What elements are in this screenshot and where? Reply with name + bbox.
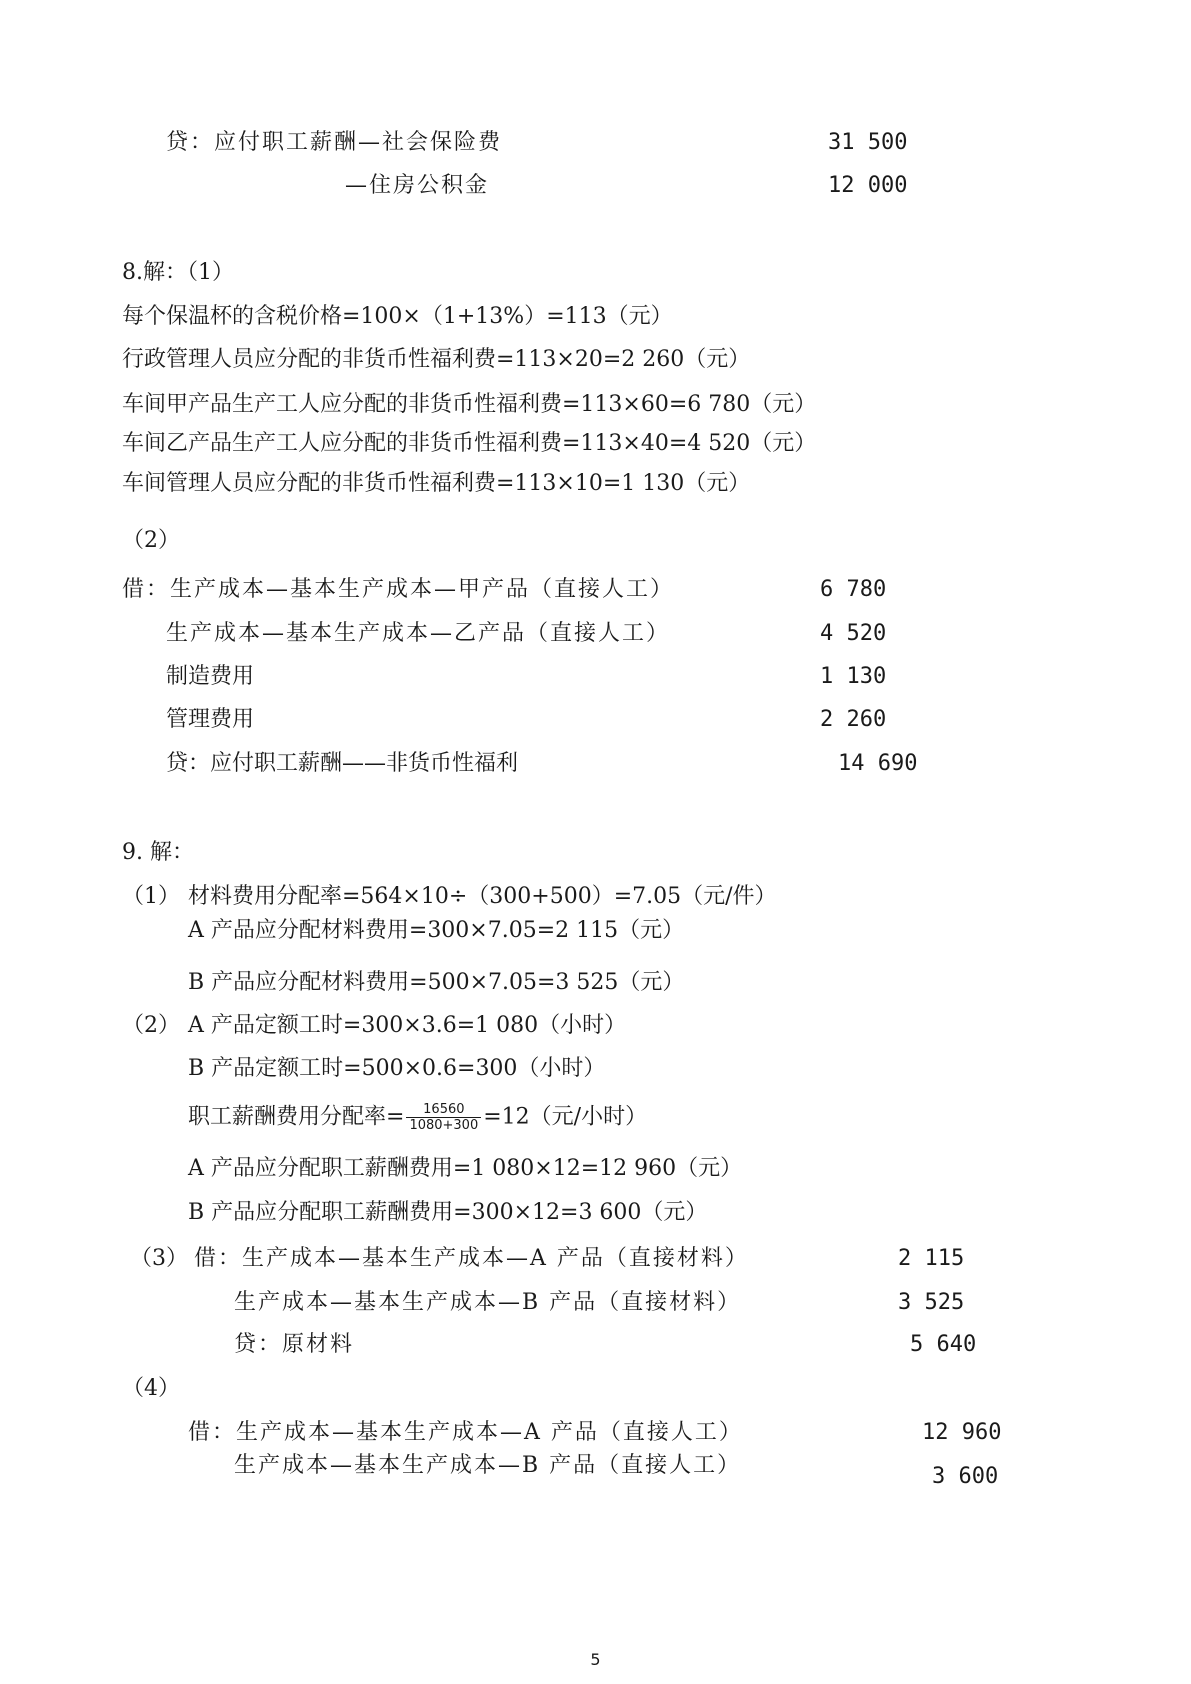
q8-entry-amount: 14 690 — [838, 751, 918, 776]
q9-part1-line: A 产品应分配材料费用=300×7.05=2 115（元） — [188, 918, 685, 943]
q9-part1-line: B 产品应分配材料费用=500×7.05=3 525（元） — [188, 970, 685, 995]
q8-entry-amount: 6 780 — [820, 577, 887, 602]
q9-part2-label: （2） — [122, 1013, 180, 1038]
q8-entry-debit: 生产成本—基本生产成本—乙产品（直接人工） — [166, 621, 671, 646]
rate-denominator: 1080+300 — [409, 1118, 479, 1133]
q8-calc-line: 行政管理人员应分配的非货币性福利费=113×20=2 260（元） — [122, 347, 751, 372]
q8-entry-debit: 借：生产成本—基本生产成本—甲产品（直接人工） — [122, 577, 675, 602]
q9-p4-entry-amount: 3 600 — [932, 1464, 999, 1489]
q9-p4-entry-amount: 12 960 — [922, 1420, 1002, 1445]
q9-p4-entry-debit: 生产成本—基本生产成本—B 产品（直接人工） — [234, 1453, 742, 1478]
q8-entry-credit: 贷：应付职工薪酬——非货币性福利 — [166, 751, 519, 776]
q9-part2-line: A 产品应分配职工薪酬费用=1 080×12=12 960（元） — [188, 1156, 743, 1181]
q9-p3-entry-amount: 5 640 — [910, 1332, 977, 1357]
q9-part1-line: 材料费用分配率=564×10÷（300+500）=7.05（元/件） — [188, 884, 777, 909]
q9-p4-entry-debit: 借：生产成本—基本生产成本—A 产品（直接人工） — [188, 1420, 743, 1445]
q9-p3-entry-amount: 3 525 — [898, 1290, 965, 1315]
q8-calc-line: 车间乙产品生产工人应分配的非货币性福利费=113×40=4 520（元） — [122, 431, 817, 456]
page-number: 5 — [590, 1650, 601, 1669]
q8-entry-amount: 1 130 — [820, 664, 887, 689]
q8-calc-line: 车间管理人员应分配的非货币性福利费=113×10=1 130（元） — [122, 471, 751, 496]
q9-p3-entry-debit: 借：生产成本—基本生产成本—A 产品（直接材料） — [194, 1246, 749, 1271]
top-entry-amount-social-insurance: 31 500 — [828, 130, 908, 155]
top-entry-amount-housing-fund: 12 000 — [828, 173, 908, 198]
q9-part4-label: （4） — [122, 1376, 180, 1401]
q8-entry-debit: 管理费用 — [166, 707, 255, 732]
q8-heading: 8.解：（1） — [122, 260, 234, 285]
top-entry-housing-fund: —住房公积金 — [345, 173, 490, 198]
q8-calc-line: 车间甲产品生产工人应分配的非货币性福利费=113×60=6 780（元） — [122, 392, 817, 417]
q8-entry-amount: 2 260 — [820, 707, 887, 732]
rate-prefix: 职工薪酬费用分配率= — [188, 1104, 405, 1130]
q9-p3-entry-amount: 2 115 — [898, 1246, 965, 1271]
rate-numerator: 16560 — [406, 1102, 481, 1118]
q9-p3-entry-debit: 生产成本—基本生产成本—B 产品（直接材料） — [234, 1290, 742, 1315]
q8-calc-line: 每个保温杯的含税价格=100×（1+13%）=113（元） — [122, 304, 673, 329]
q9-p3-entry-credit: 贷：原材料 — [234, 1332, 355, 1357]
q8-entry-amount: 4 520 — [820, 621, 887, 646]
q8-part2-label: （2） — [122, 528, 180, 553]
q9-heading: 9. 解： — [122, 840, 194, 865]
q9-part3-label: （3） — [130, 1246, 188, 1271]
rate-suffix: =12（元/小时） — [483, 1104, 648, 1130]
top-entry-credit-social-insurance: 贷：应付职工薪酬—社会保险费 — [166, 130, 503, 155]
q9-part2-line: B 产品应分配职工薪酬费用=300×12=3 600（元） — [188, 1200, 708, 1225]
q9-part1-label: （1） — [122, 884, 180, 909]
q9-part2-line: A 产品定额工时=300×3.6=1 080（小时） — [188, 1013, 627, 1038]
q9-part2-line: B 产品定额工时=500×0.6=300（小时） — [188, 1056, 606, 1081]
q8-entry-debit: 制造费用 — [166, 664, 255, 689]
q9-rate-formula — [188, 1102, 647, 1133]
rate-fraction — [406, 1102, 481, 1133]
